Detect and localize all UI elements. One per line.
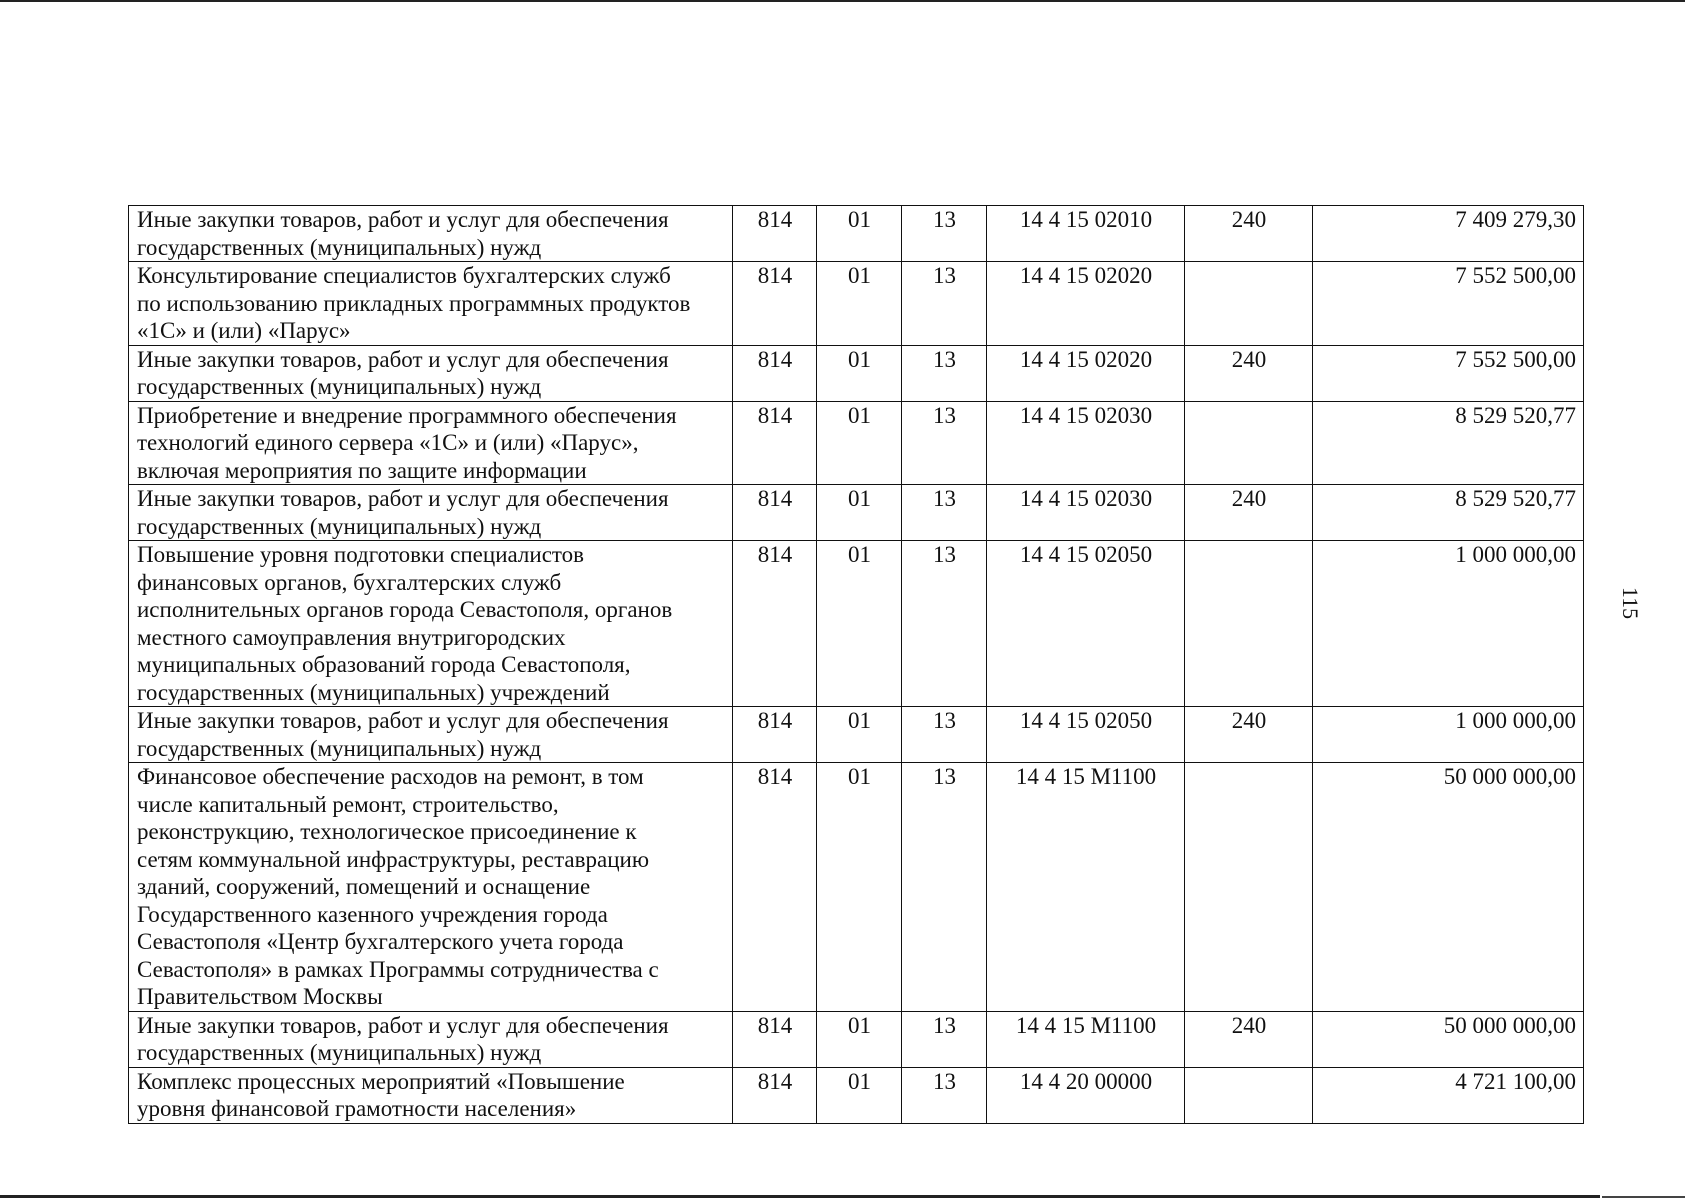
row-amount-text: 4 721 100,00 (1455, 1068, 1576, 1094)
row-department-code-text: 814 (757, 1012, 793, 1038)
row-target-article-code (987, 401, 1185, 485)
row-section-code (817, 206, 902, 262)
row-description-text: Иные закупки товаров, работ и услуг для обеспечения государственных (муниципальных) нужд (137, 346, 669, 399)
row-target-article-code-text: 14 4 15 02050 (1019, 708, 1153, 733)
row-department-code (733, 1011, 817, 1067)
row-subsection-code (902, 707, 987, 763)
table-row (129, 262, 1584, 346)
row-expense-type-code (1185, 1067, 1313, 1123)
row-section-code-text: 01 (848, 1012, 871, 1038)
row-amount (1313, 707, 1584, 763)
row-target-article-code-text: 14 4 15 02030 (1019, 402, 1153, 428)
row-subsection-code-text: 13 (933, 263, 956, 288)
row-expense-type-code-text: 240 (1231, 486, 1267, 511)
row-department-code (733, 206, 817, 262)
row-section-code-text: 01 (848, 402, 871, 428)
table-row (129, 707, 1584, 763)
row-description-text: Иные закупки товаров, работ и услуг для обеспечения государственных (муниципальных) нужд (137, 708, 669, 761)
row-target-article-code (987, 262, 1185, 346)
row-subsection-code-text: 13 (933, 207, 956, 232)
row-description (129, 541, 733, 707)
row-target-article-code (987, 541, 1185, 707)
row-target-article-code (987, 1011, 1185, 1067)
row-department-code-text: 814 (757, 708, 793, 733)
table-row (129, 401, 1584, 485)
row-subsection-code (902, 345, 987, 401)
row-target-article-code-text: 14 4 15 M1100 (1015, 1012, 1157, 1038)
row-description (129, 485, 733, 541)
row-amount-text: 7 409 279,30 (1455, 207, 1576, 232)
row-subsection-code (902, 1011, 987, 1067)
row-description (129, 763, 733, 1012)
row-department-code (733, 262, 817, 346)
row-subsection-code (902, 1067, 987, 1123)
row-subsection-code-text: 13 (933, 402, 956, 428)
row-description-text: Финансовое обеспечение расходов на ремонт, в том числе капитальный ремонт, строительство, реконструкцию, технологическое присоединение к сетям коммунальной инфраструктуры, реставрацию зданий, сооружений, помещений и оснащение Государственного казенного учреждения города Севастополя «Центр бухгалтерского учета города Севастополя» в рамках Программы сотрудничества с Правительством Москвы (137, 764, 659, 1009)
row-section-code (817, 541, 902, 707)
row-description-text: Комплекс процессных мероприятий «Повышение уровня финансовой грамотности населения» (137, 1068, 625, 1121)
row-description-text: Иные закупки товаров, работ и услуг для обеспечения государственных (муниципальных) нужд (137, 207, 669, 260)
row-expense-type-code-text: 240 (1231, 708, 1267, 733)
row-department-code (733, 345, 817, 401)
row-subsection-code (902, 262, 987, 346)
row-expense-type-code-text: 240 (1231, 207, 1267, 232)
row-description (129, 1011, 733, 1067)
row-target-article-code-text: 14 4 20 00000 (1019, 1068, 1153, 1094)
row-section-code (817, 345, 902, 401)
table-row (129, 206, 1584, 262)
row-target-article-code (987, 707, 1185, 763)
table-row (129, 485, 1584, 541)
row-description (129, 206, 733, 262)
row-department-code-text: 814 (757, 263, 793, 288)
row-amount-text: 8 529 520,77 (1455, 486, 1576, 511)
row-expense-type-code-text: 240 (1231, 346, 1267, 372)
row-target-article-code-text: 14 4 15 02020 (1019, 263, 1153, 288)
row-amount-text: 1 000 000,00 (1455, 542, 1576, 567)
row-department-code (733, 485, 817, 541)
row-amount-text: 50 000 000,00 (1443, 1012, 1576, 1038)
row-target-article-code-text: 14 4 15 M1100 (1015, 764, 1157, 789)
row-department-code-text: 814 (757, 486, 793, 511)
row-description-text: Консультирование специалистов бухгалтерских служб по использованию прикладных программных продуктов «1С» и (или) «Парус» (137, 263, 691, 343)
row-description (129, 707, 733, 763)
row-amount (1313, 206, 1584, 262)
row-amount (1313, 401, 1584, 485)
page-number: 115 (1618, 586, 1644, 620)
row-department-code-text: 814 (757, 207, 793, 232)
row-section-code-text: 01 (848, 1068, 871, 1094)
row-description (129, 262, 733, 346)
row-expense-type-code (1185, 541, 1313, 707)
row-subsection-code-text: 13 (933, 346, 956, 372)
scan-border-bottom-right (1602, 1196, 1685, 1198)
row-expense-type-code (1185, 763, 1313, 1012)
row-target-article-code (987, 206, 1185, 262)
row-amount-text: 7 552 500,00 (1455, 263, 1576, 288)
scan-border-top (0, 0, 1685, 2)
row-amount (1313, 485, 1584, 541)
row-amount (1313, 262, 1584, 346)
row-amount-text: 8 529 520,77 (1455, 402, 1576, 428)
scan-border-bottom (0, 1195, 1600, 1198)
row-subsection-code-text: 13 (933, 708, 956, 733)
row-department-code (733, 763, 817, 1012)
row-subsection-code (902, 401, 987, 485)
row-amount (1313, 1011, 1584, 1067)
row-subsection-code-text: 13 (933, 542, 956, 567)
row-department-code-text: 814 (757, 542, 793, 567)
row-amount-text: 7 552 500,00 (1455, 346, 1576, 372)
row-department-code-text: 814 (757, 1068, 793, 1094)
row-target-article-code (987, 1067, 1185, 1123)
row-description (129, 1067, 733, 1123)
row-expense-type-code (1185, 707, 1313, 763)
row-target-article-code (987, 345, 1185, 401)
row-description (129, 401, 733, 485)
row-target-article-code-text: 14 4 15 02030 (1019, 486, 1153, 511)
row-expense-type-code (1185, 206, 1313, 262)
row-section-code-text: 01 (848, 708, 871, 733)
row-amount-text: 1 000 000,00 (1455, 708, 1576, 733)
budget-table-body (129, 206, 1584, 1124)
row-description (129, 345, 733, 401)
row-description-text: Иные закупки товаров, работ и услуг для обеспечения государственных (муниципальных) нужд (137, 1012, 669, 1065)
row-section-code-text: 01 (848, 486, 871, 511)
row-section-code (817, 1011, 902, 1067)
row-description-text: Иные закупки товаров, работ и услуг для обеспечения государственных (муниципальных) нужд (137, 486, 669, 539)
row-description-text: Приобретение и внедрение программного обеспечения технологий единого сервера «1С» и (или) «Парус», включая мероприятия по защите информации (137, 402, 677, 483)
row-department-code-text: 814 (757, 764, 793, 789)
row-section-code (817, 1067, 902, 1123)
row-section-code-text: 01 (848, 542, 871, 567)
row-amount (1313, 1067, 1584, 1123)
row-subsection-code (902, 763, 987, 1012)
table-row (129, 763, 1584, 1012)
row-expense-type-code (1185, 1011, 1313, 1067)
table-row (129, 1011, 1584, 1067)
row-section-code-text: 01 (848, 764, 871, 789)
row-subsection-code-text: 13 (933, 764, 956, 789)
row-section-code (817, 763, 902, 1012)
row-subsection-code (902, 206, 987, 262)
row-target-article-code (987, 485, 1185, 541)
row-amount (1313, 345, 1584, 401)
row-department-code-text: 814 (757, 346, 793, 372)
row-department-code (733, 707, 817, 763)
row-subsection-code-text: 13 (933, 1068, 956, 1094)
row-description-text: Повышение уровня подготовки специалистов финансовых органов, бухгалтерских служб исполнительных органов города Севастополя, органов местного самоуправления внутригородских муниципальных образований города Севастополя, государственных (муниципальных) учреждений (137, 542, 673, 705)
row-subsection-code-text: 13 (933, 1012, 956, 1038)
row-subsection-code-text: 13 (933, 486, 956, 511)
row-amount (1313, 763, 1584, 1012)
table-row (129, 541, 1584, 707)
row-department-code (733, 1067, 817, 1123)
row-section-code (817, 707, 902, 763)
row-expense-type-code-text: 240 (1231, 1012, 1267, 1038)
row-expense-type-code (1185, 485, 1313, 541)
row-target-article-code-text: 14 4 15 02020 (1019, 346, 1153, 372)
row-amount-text: 50 000 000,00 (1443, 764, 1576, 789)
row-amount (1313, 541, 1584, 707)
row-target-article-code-text: 14 4 15 02010 (1019, 207, 1153, 232)
row-section-code (817, 262, 902, 346)
row-target-article-code (987, 763, 1185, 1012)
table-row (129, 1067, 1584, 1123)
row-subsection-code (902, 485, 987, 541)
budget-table (128, 205, 1584, 1124)
row-department-code (733, 401, 817, 485)
row-section-code-text: 01 (848, 263, 871, 288)
row-expense-type-code (1185, 262, 1313, 346)
row-subsection-code (902, 541, 987, 707)
row-section-code-text: 01 (848, 346, 871, 372)
row-department-code-text: 814 (757, 402, 793, 428)
row-section-code (817, 485, 902, 541)
row-expense-type-code (1185, 401, 1313, 485)
row-section-code-text: 01 (848, 207, 871, 232)
row-target-article-code-text: 14 4 15 02050 (1019, 542, 1153, 567)
table-row (129, 345, 1584, 401)
row-expense-type-code (1185, 345, 1313, 401)
row-section-code (817, 401, 902, 485)
row-department-code (733, 541, 817, 707)
